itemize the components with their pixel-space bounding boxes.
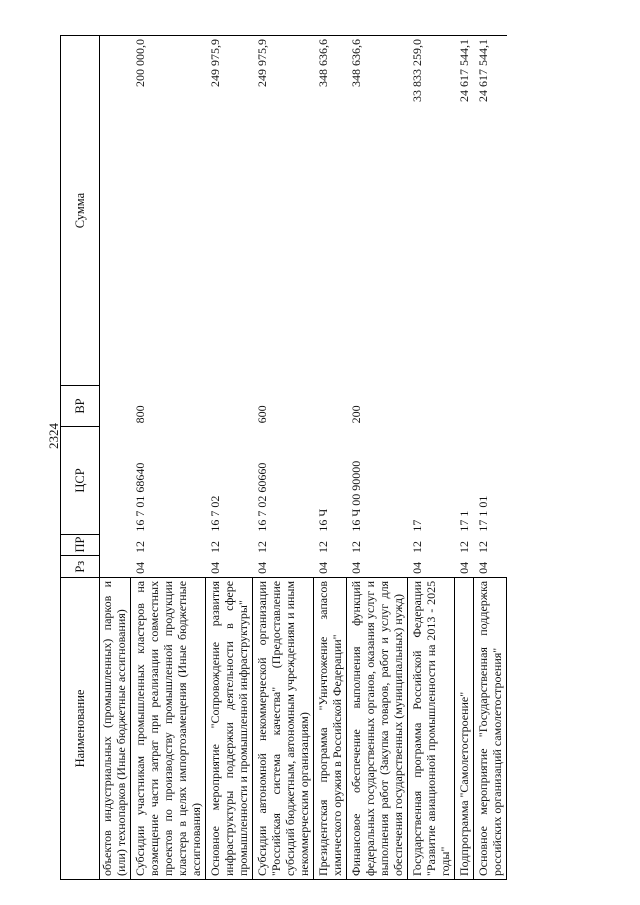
row-rz: 04 (254, 561, 269, 574)
row-csr: 16 7 01 68640 (132, 462, 147, 532)
header-pr: ПР (61, 535, 100, 556)
row-pr: 12 (348, 541, 363, 553)
row-csr: 16 7 02 (207, 495, 222, 532)
header-row (61, 36, 100, 880)
row-name: Основное мероприятие "Сопровождение развития инфраструктуры поддержки деятельности в сфере промышленности и промышленной инфраструктуры" (206, 577, 253, 879)
row-name: Государственная программа Российской Федерации "Развитие авиационной промышленности на 2013 - 2025 годы" (408, 577, 455, 879)
row-vr: 200 (348, 405, 363, 424)
table-row (100, 36, 131, 880)
row-sum: 24 617 544,1 (474, 36, 507, 386)
row-csr (100, 426, 131, 534)
row-vr (100, 386, 131, 427)
row-pr: 12 (315, 541, 330, 553)
row-pr: 12 (132, 541, 147, 553)
row-rz: 04 (456, 561, 471, 574)
page-number: 2324 (46, 423, 61, 449)
row-rz: 04 (132, 561, 147, 574)
row-vr (206, 386, 253, 427)
row-rz: 04 (348, 561, 363, 574)
row-pr: 12 (409, 541, 424, 553)
rotated-page (60, 35, 575, 880)
row-name: Финансовое обеспечение выполнения функций федеральных государственных органов, оказания услуг и выполнения работ (Закупка товаров, работ и услуг для обеспечения государственных (муниципальных) нужд) (347, 577, 408, 879)
row-csr: 16 7 02 60660 (254, 462, 269, 532)
row-vr (408, 386, 455, 427)
row-pr: 12 (254, 541, 269, 553)
header-rz: Рз (61, 556, 100, 577)
row-pr (100, 535, 131, 556)
row-rz: 04 (409, 561, 424, 574)
row-csr: 17 (409, 519, 424, 532)
row-sum: 348 636,6 (314, 36, 347, 386)
row-vr: 800 (132, 405, 147, 424)
table-row (347, 36, 408, 880)
row-sum: 33 833 259,0 (408, 36, 455, 386)
table-row (314, 36, 347, 880)
row-sum: 200 000,0 (131, 36, 206, 386)
row-csr: 16 Ч 00 90000 (348, 460, 363, 532)
row-pr: 12 (207, 541, 222, 553)
row-rz (100, 556, 131, 577)
row-pr: 12 (475, 541, 490, 553)
row-sum: 249 975,9 (206, 36, 253, 386)
row-rz: 04 (315, 561, 330, 574)
row-sum: 249 975,9 (253, 36, 314, 386)
row-pr: 12 (456, 541, 471, 553)
row-csr: 17 1 01 (475, 495, 490, 532)
row-name: Субсидии автономной некоммерческой организации "Российская система качества" (Предоставление субсидий бюджетным, автономным учреждениям и иным некоммерческим организациям) (253, 577, 314, 879)
row-rz: 04 (207, 561, 222, 574)
row-name: Подпрограмма "Самолетостроение" (455, 577, 474, 879)
row-rz: 04 (475, 561, 490, 574)
header-name: Наименование (61, 577, 100, 879)
row-vr (314, 386, 347, 427)
budget-table (60, 35, 507, 880)
row-name: Субсидии участникам промышленных кластеров на возмещение части затрат при реализации совместных проектов по производству промышленной продукции кластера в целях импортозамещения (Иные бюджетные ассигнования) (131, 577, 206, 879)
table-row (206, 36, 253, 880)
table-row (474, 36, 507, 880)
table-row (455, 36, 474, 880)
row-sum (100, 36, 131, 386)
row-vr (474, 386, 507, 427)
header-vr: ВР (61, 386, 100, 427)
row-sum: 348 636,6 (347, 36, 408, 386)
table-row (131, 36, 206, 880)
row-vr: 600 (254, 405, 269, 424)
row-csr: 17 1 (456, 510, 471, 532)
row-vr (455, 386, 474, 427)
table-row (253, 36, 314, 880)
row-csr: 16 Ч (315, 508, 330, 532)
row-name: Президентская программа "Уничтожение запасов химического оружия в Российской Федерации" (314, 577, 347, 879)
header-sum: Сумма (61, 36, 100, 386)
row-name: Основное мероприятие "Государственная поддержка российских организаций самолетостроения" (474, 577, 507, 879)
table-row (408, 36, 455, 880)
row-name: объектов индустриальных (промышленных) парков и (или) технопарков (Иные бюджетные ассигнования) (100, 577, 131, 879)
row-sum: 24 617 544,1 (455, 36, 474, 386)
header-csr: ЦСР (61, 426, 100, 534)
